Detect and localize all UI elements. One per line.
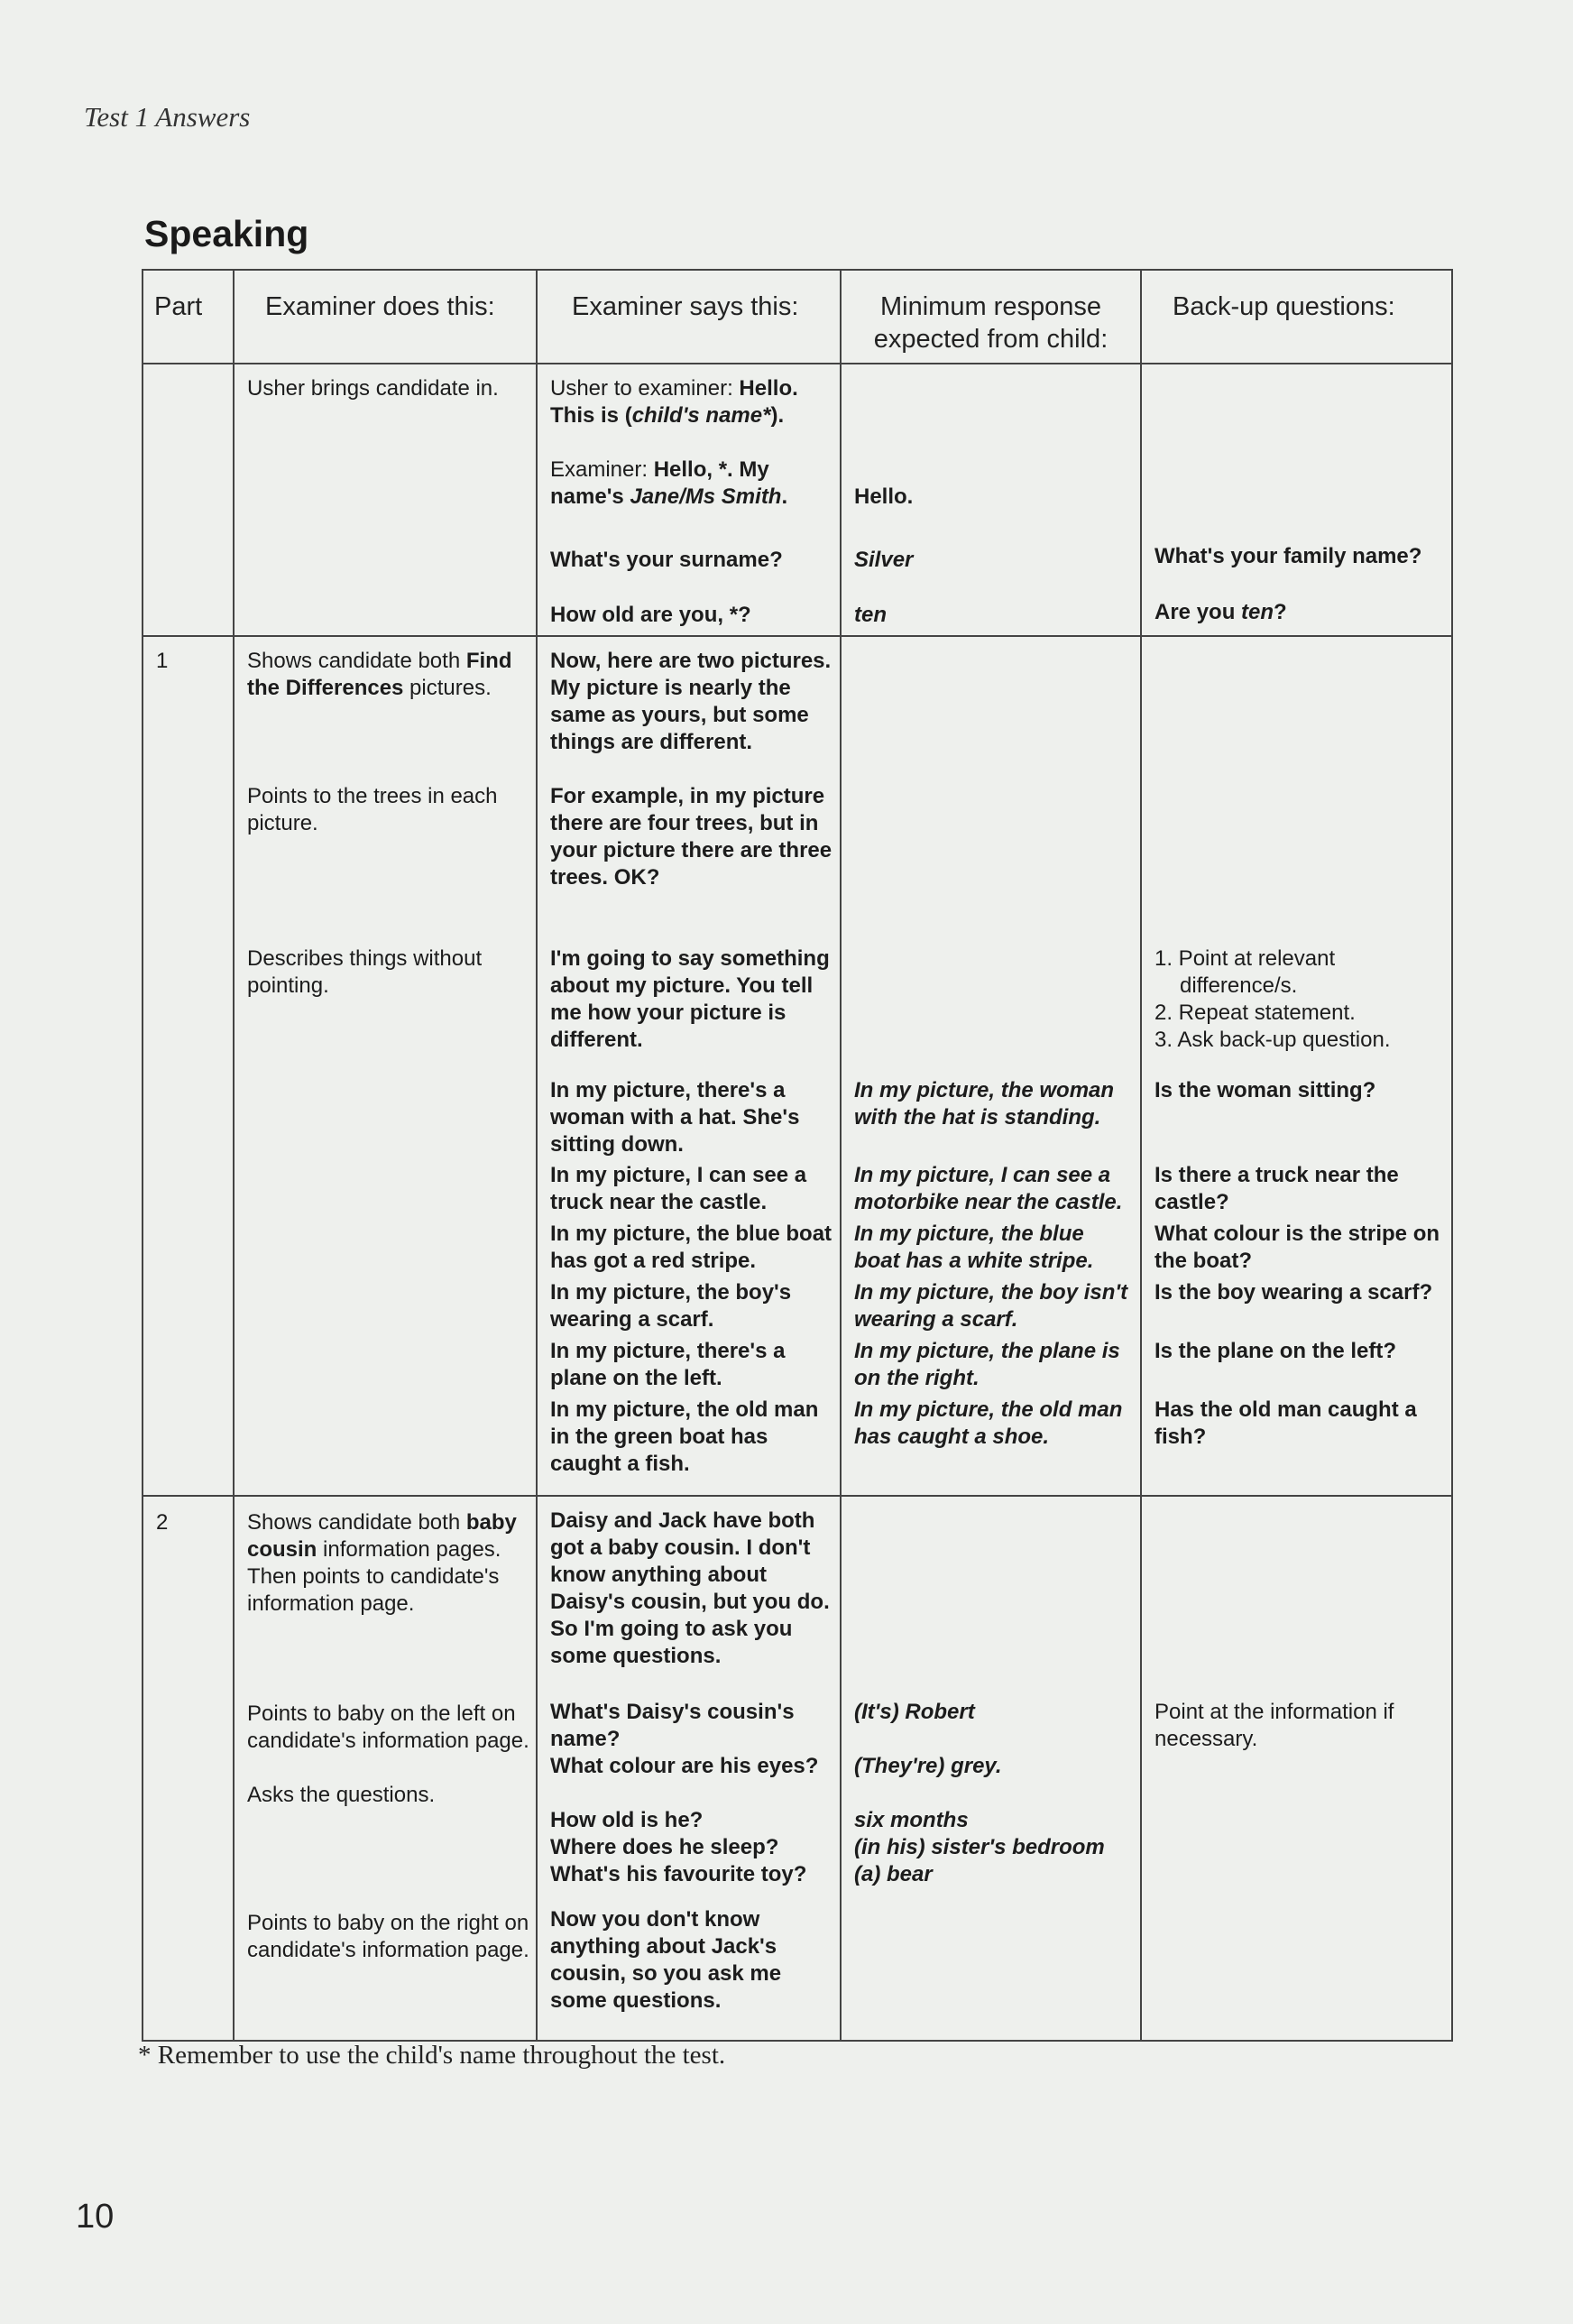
intro-says-surname: What's your surname? — [550, 548, 783, 572]
text-run: Shows candidate both — [247, 1510, 466, 1535]
part2-resp: six months — [854, 1808, 969, 1832]
text-run: information pages. Then points to candidate's information page. — [247, 1537, 501, 1616]
part2-says-question: How old is he? — [550, 1808, 704, 1832]
text-run: pictures. — [403, 676, 492, 700]
text-run: Shows candidate both — [247, 649, 466, 673]
part1-number-cell — [143, 636, 234, 1496]
part2-does-points-left: Points to baby on the left on candidate's information page. — [247, 1702, 529, 1753]
text-run: Usher to examiner: — [550, 376, 740, 401]
part1-does-shows — [247, 648, 530, 702]
speaking-table — [142, 269, 1453, 2042]
part1-resp-row: In my picture, I can see a motorbike near the castle. — [854, 1163, 1123, 1214]
section-title: Speaking — [144, 213, 309, 254]
text-run: ? — [1274, 600, 1287, 624]
intro-backup-age — [1154, 599, 1446, 626]
col-header-part: Part — [143, 270, 234, 364]
part1-says-row: In my picture, the blue boat has got a red stripe. — [550, 1222, 832, 1273]
part2-response-cell — [841, 1496, 1141, 2041]
part1-says-instruction: I'm going to say something about my picture. You tell me how your picture is different. — [550, 946, 830, 1052]
part2-says-question: What's Daisy's cousin's name? — [550, 1700, 795, 1751]
intro-says-examiner — [550, 456, 834, 511]
part2-resp: (in his) sister's bedroom — [854, 1835, 1105, 1859]
part2-says-question: Where does he sleep? — [550, 1835, 779, 1859]
part1-says-row: In my picture, the boy's wearing a scarf. — [550, 1280, 792, 1332]
col-header-examiner-does: Examiner does this: — [234, 270, 537, 364]
intro-says-cell — [537, 364, 841, 636]
intro-resp-age: ten — [854, 603, 887, 627]
part2-number-cell — [143, 1496, 234, 2041]
page-number: 10 — [76, 2198, 115, 2236]
text-run: ). — [770, 403, 785, 428]
part1-says-cell — [537, 636, 841, 1496]
intro-backup-cell — [1141, 364, 1452, 636]
part1-does-points: Points to the trees in each picture. — [247, 784, 498, 835]
part1-backup-row: Has the old man caught a fish? — [1154, 1397, 1417, 1449]
part1-says-row: In my picture, there's a woman with a hat. She's sitting down. — [550, 1078, 800, 1157]
part1-backup-list — [1154, 945, 1446, 1054]
part1-says-example: For example, in my picture there are four trees, but in your picture there are three trees. OK? — [550, 784, 832, 890]
part2-does-cell — [234, 1496, 537, 2041]
part1-number: 1 — [156, 649, 169, 673]
intro-does-text: Usher brings candidate in. — [247, 376, 499, 401]
part1-backup-row: Is there a truck near the castle? — [1154, 1163, 1399, 1214]
text-run: child's name* — [631, 403, 771, 428]
intro-does-cell — [234, 364, 537, 636]
part1-does-describes: Describes things without pointing. — [247, 946, 483, 998]
part1-section-row — [143, 636, 1452, 1496]
intro-backup-family-name: What's your family name? — [1154, 544, 1422, 568]
backup-step: 1. Point at relevant difference/s. — [1154, 946, 1336, 998]
part1-says-row: In my picture, I can see a truck near the castle. — [550, 1163, 807, 1214]
intro-resp-surname: Silver — [854, 548, 914, 572]
text-run: ten — [1241, 600, 1274, 624]
part2-section-row — [143, 1496, 1452, 2041]
intro-says-age: How old are you, *? — [550, 603, 751, 627]
text-run: Hello, *. My name's — [550, 457, 769, 509]
text-run: Jane/Ms Smith — [630, 484, 782, 509]
part2-does-asks: Asks the questions. — [247, 1783, 436, 1807]
part2-says-intro: Daisy and Jack have both got a baby cousin. I don't know anything about Daisy's cousin, but you do. So I'm going to ask you some questions. — [550, 1508, 830, 1668]
part1-says-row: In my picture, the old man in the green boat has caught a fish. — [550, 1397, 819, 1476]
part2-resp: (a) bear — [854, 1862, 933, 1886]
intro-resp-hello: Hello. — [854, 484, 914, 509]
part1-resp-row: In my picture, the old man has caught a shoe. — [854, 1397, 1123, 1449]
part1-resp-row: In my picture, the boy isn't wearing a scarf. — [854, 1280, 1128, 1332]
table-header-row — [143, 270, 1452, 364]
text-run: Find the Differences — [247, 649, 512, 700]
part2-says-jack: Now you don't know anything about Jack's cousin, so you ask me some questions. — [550, 1907, 782, 2013]
text-run: Hello. This is ( — [550, 376, 798, 428]
part1-backup-row: Is the boy wearing a scarf? — [1154, 1280, 1433, 1305]
intro-says-usher — [550, 375, 834, 429]
part1-does-cell — [234, 636, 537, 1496]
footnote: * Remember to use the child's name throughout the test. — [138, 2041, 726, 2070]
part2-resp: (They're) grey. — [854, 1754, 1002, 1778]
part1-backup-row: What colour is the stripe on the boat? — [1154, 1222, 1440, 1273]
part1-resp-row: In my picture, the woman with the hat is standing. — [854, 1078, 1115, 1130]
part1-response-cell — [841, 636, 1141, 1496]
part2-says-question: What colour are his eyes? — [550, 1754, 819, 1778]
part1-backup-cell — [1141, 636, 1452, 1496]
part1-backup-row: Is the woman sitting? — [1154, 1078, 1376, 1102]
part2-says-question: What's his favourite toy? — [550, 1862, 807, 1886]
text-run: . — [781, 484, 788, 509]
part2-does-points-right: Points to baby on the right on candidate's information page. — [247, 1911, 529, 1962]
part2-resp: (It's) Robert — [854, 1700, 975, 1724]
part1-backup-row: Is the plane on the left? — [1154, 1339, 1397, 1363]
text-run: baby cousin — [247, 1510, 517, 1562]
backup-step: 2. Repeat statement. — [1154, 1001, 1356, 1025]
intro-response-cell — [841, 364, 1141, 636]
part2-backup-text: Point at the information if necessary. — [1154, 1700, 1394, 1751]
intro-section-row — [143, 364, 1452, 636]
col-header-min-response: Minimum response expected from child: — [841, 270, 1141, 364]
part1-says-row: In my picture, there's a plane on the left. — [550, 1339, 786, 1390]
intro-part-cell — [143, 364, 234, 636]
col-header-examiner-says: Examiner says this: — [537, 270, 841, 364]
part2-says-cell — [537, 1496, 841, 2041]
part1-says-intro: Now, here are two pictures. My picture is nearly the same as yours, but some things are different. — [550, 649, 832, 754]
text-run: Are you — [1154, 600, 1242, 624]
part2-backup-cell — [1141, 1496, 1452, 2041]
part1-resp-row: In my picture, the plane is on the right. — [854, 1339, 1120, 1390]
running-header: Test 1 Answers — [84, 101, 251, 133]
col-header-backup: Back-up questions: — [1141, 270, 1452, 364]
part2-does-shows — [247, 1509, 530, 1618]
part1-resp-row: In my picture, the blue boat has a white stripe. — [854, 1222, 1094, 1273]
backup-step: 3. Ask back-up question. — [1154, 1028, 1391, 1052]
text-run: Examiner: — [550, 457, 654, 482]
part2-number: 2 — [156, 1510, 169, 1535]
